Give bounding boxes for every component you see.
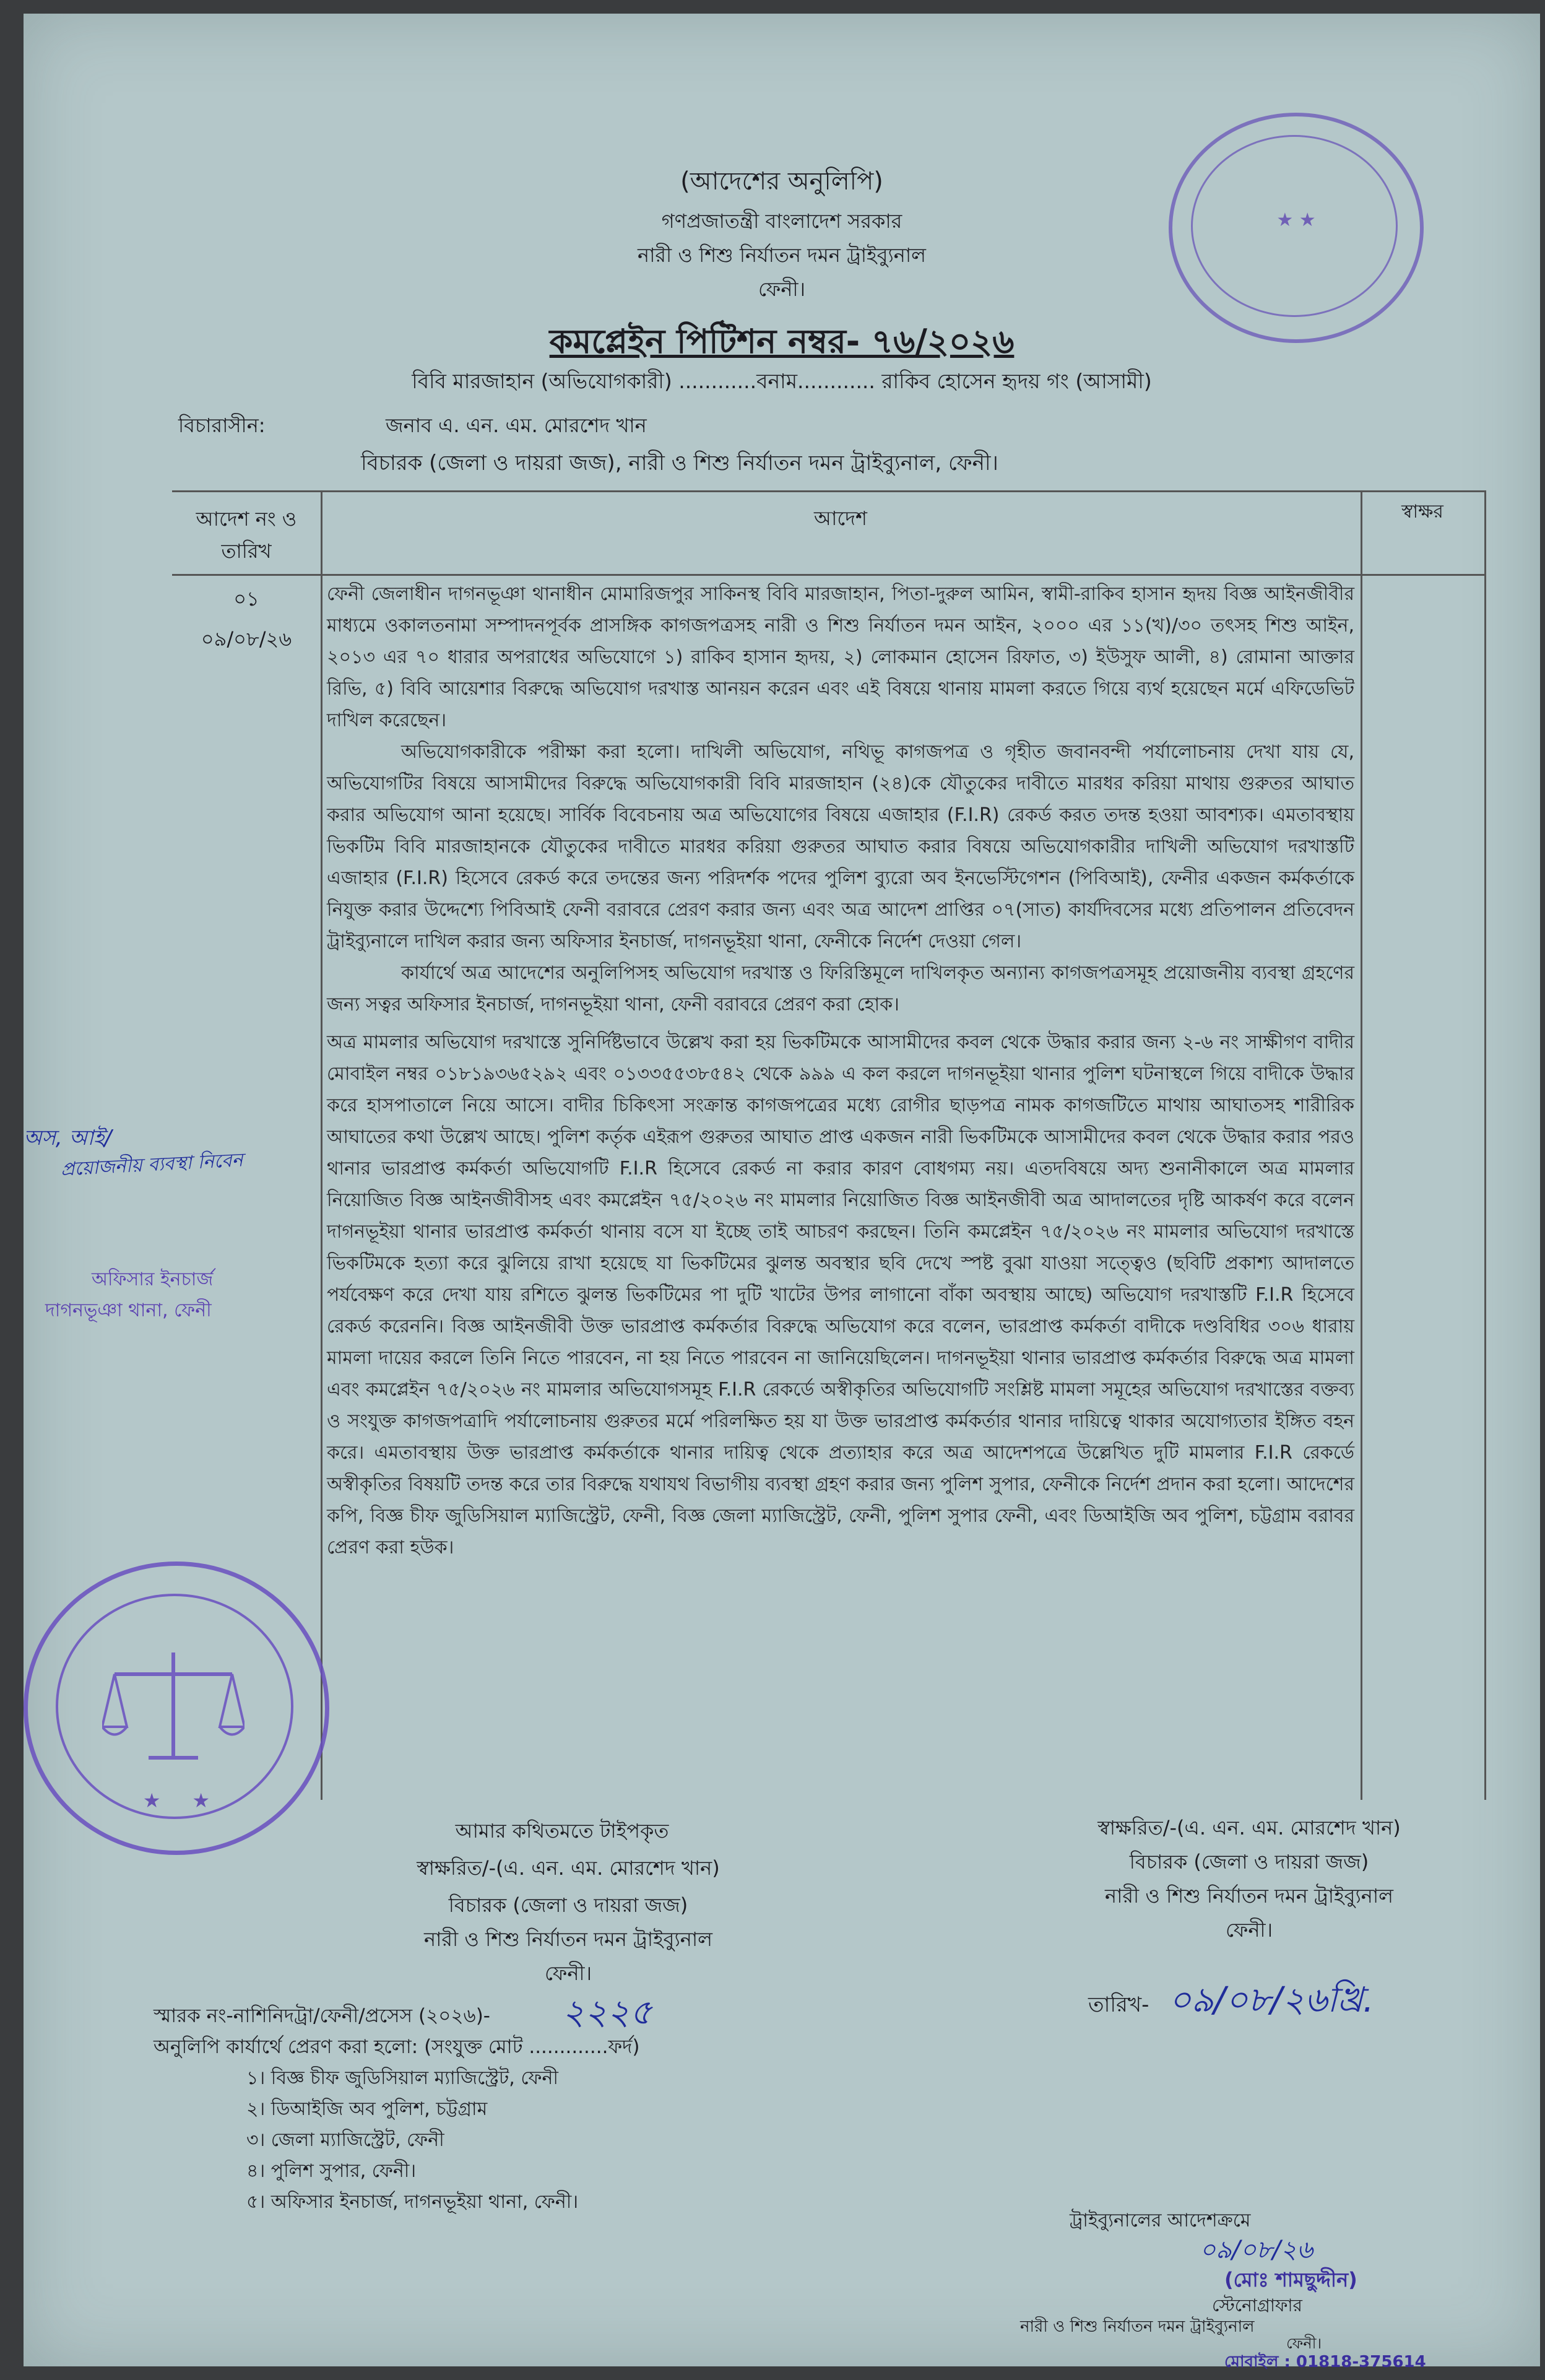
parties-line: বিবি মারজাহান (অভিযোগকারী) ............বনাম............ রাকিব হোসেন হৃদয় গং (আসামী) — [412, 369, 1152, 393]
judge-name: জনাব এ. এন. এম. মোরশেদ খান — [386, 414, 647, 437]
order-number: ০১ — [233, 587, 259, 610]
recipient-list — [246, 2063, 578, 2218]
judge-label: বিচারাসীন: — [178, 414, 266, 437]
tribunal-name: নারী ও শিশু নির্যাতন দমন ট্রাইব্যুনাল — [638, 243, 926, 267]
tribunal-seal: ★ ★ — [24, 1561, 329, 1855]
left-tribunal: নারী ও শিশু নির্যাতন দমন ট্রাইব্যুনাল — [424, 1927, 712, 1951]
column-header-signature: স্বাক্ষর — [1401, 501, 1443, 523]
order-paragraph: কার্যার্থে অত্র আদেশের অনুলিপিসহ অভিযোগ দরখাস্ত ও ফিরিস্তিমূলে দাখিলকৃত অন্যান্য কাগজপত্রসমূহ প্রয়োজনীয় ব্যবস্থা গ্রহণের জন্য সত্বর অফিসার ইনচার্জ, দাগনভূইয়া থানা, ফেনী বরাবরে প্রেরণ করা হোক। — [327, 962, 1354, 1015]
recipient-item: ৩। জেলা ম্যাজিস্ট্রেট, ফেনী — [246, 2129, 444, 2151]
recipient-item: ১। বিজ্ঞ চীফ জুডিসিয়াল ম্যাজিস্ট্রেট, ফেনী — [246, 2067, 558, 2089]
order-text — [327, 578, 1354, 1563]
column-header-order-no: আদেশ নং ও তারিখ — [196, 507, 297, 563]
tribunal-place: ফেনী। — [758, 277, 806, 301]
recipient-item: ৫। অফিসার ইনচার্জ, দাগনভূইয়া থানা, ফেনী। — [246, 2191, 579, 2213]
judge-title: বিচারক (জেলা ও দায়রা জজ), নারী ও শিশু নির্যাতন দমন ট্রাইব্যুনাল, ফেনী। — [361, 451, 998, 476]
margin-note-oi: অস, আই/ — [24, 1126, 112, 1150]
margin-note-action: প্রয়োজনীয় ব্যবস্থা নিবেন — [60, 1149, 244, 1181]
government-name: গণপ্রজাতন্ত্রী বাংলাদেশ সরকার — [661, 209, 902, 233]
margin-stamp-thana: দাগনভূঞা থানা, ফেনী — [45, 1300, 212, 1321]
date-label: তারিখ- — [1088, 1992, 1149, 2017]
memo-number-handwritten: ২২২৫ — [562, 1992, 652, 2033]
margin-stamp-oc: অফিসার ইনচার্জ — [92, 1269, 214, 1290]
document-page — [24, 14, 1540, 2371]
order-paragraph: অভিযোগকারীকে পরীক্ষা করা হলো। দাখিলী অভিযোগ, নথিভূ কাগজপত্র ও গৃহীত জবানবন্দী পর্যালোচনায় দেখা যায় যে, অভিযোগটির বিষয়ে আসামীদের বিরুদ্ধে অভিযোগকারী বিবি মারজাহান (২৪)কে যৌতুকের দাবীতে মারধর করিয়া মাথায় গুরুতর আঘাত করার অভিযোগ আনা হয়েছে। সার্বিক বিবেচনায় অত্র অভিযোগের বিষয়ে এজাহার (F.I.R) রেকর্ড করত তদন্ত হওয়া আবশ্যক। এমতাবস্থায় ভিকটিম বিবি মারজাহানকে যৌতুকের দাবীতে মারধর করিয়া গুরুতর আঘাত করার বিষয়ে অভিযোগকারীর দাখিলী অভিযোগ দরখাস্তটি এজাহার (F.I.R) হিসেবে রেকর্ড করে তদন্তের জন্য পরিদর্শক পদের পুলিশ ব্যুরো অব ইনভেস্টিগেশন (পিবিআই), ফেনীর একজন কর্মকর্তাকে নিযুক্ত করার উদ্দেশ্যে পিবিআই ফেনী বরাবরে প্রেরণ করার জন্য এবং অত্র আদেশ প্রাপ্তির ০৭(সাত) কার্যদিবসের মধ্যে প্রতিপালন প্রতিবেদন ট্রাইব্যুনালে দাখিল করার জন্য অফিসার ইনচার্জ, দাগনভূইয়া থানা, ফেনীকে নির্দেশ দেওয়া গেল। — [327, 741, 1354, 952]
typed-by-note: আমার কথিতমতে টাইপকৃত — [455, 1819, 669, 1843]
order-paragraph: অত্র মামলার অভিযোগ দরখাস্তে সুনির্দিষ্টভাবে উল্লেখ করা হয় ভিকটিমকে আসামীদের কবল থেকে উদ্ধার করার জন্য ২-৬ নং সাক্ষীগণ বাদীর মোবাইল নম্বর ০১৮১৯৩৬৫২৯২ এবং ০১৩৩৫৫৩৮৫৪২ থেকে ৯৯৯ এ কল করলে দাগনভূইয়া থানার পুলিশ ঘটনাস্থলে গিয়ে বাদীকে উদ্ধার করে হাসপাতালে নিয়ে আসে। বাদীর চিকিৎসা সংক্রান্ত কাগজপত্রের মধ্যে রোগীর ছাড়পত্র নামক কাগজটিতে মাথায় আঘাতসহ শারীরিক আঘাতের কথা উল্লেখ আছে। পুলিশ কর্তৃক এইরূপ গুরুতর আঘাত প্রাপ্ত একজন নারী ভিকটিমকে আসামীদের কবল থেকে উদ্ধার করার পরও থানার ভারপ্রাপ্ত কর্মকর্তা অভিযোগটি F.I.R হিসেবে রেকর্ড না করার কারণ বোধগম্য নয়। এতদবিষয়ে অদ্য শুনানীকালে অত্র মামলার নিয়োজিত বিজ্ঞ আইনজীবীসহ এবং কমপ্লেইন ৭৫/২০২৬ নং মামলার নিয়োজিত বিজ্ঞ আইনজীবী অত্র আদালতের দৃষ্টি আকর্ষণ করে বলেন দাগনভূইয়া থানার ভারপ্রাপ্ত কর্মকর্তা থানায় বসে যা ইচ্ছে তাই আচরণ করছেন। তিনি কমপ্লেইন ৭৫/২০২৬ নং মামলার অভিযোগ দরখাস্তে ভিকটিমকে হত্যা করে ঝুলিয়ে রাখা হয়েছে যা ভিকটিমের ঝুলন্ত অবস্থার ছবি দেখে স্পষ্ট বুঝা যাওয়া সত্ত্বেও (ছবিটি প্রকাশ্য আদালতে পর্যবেক্ষণ করে দেখা যায় রশিতে ঝুলন্ত ভিকটিমের পা দুটি খাটের উপর লাগানো বাঁকা অবস্থায় আছে) অভিযোগ দরখাস্তটি F.I.R হিসেবে রেকর্ড করেননি। বিজ্ঞ আইনজীবী উক্ত ভারপ্রাপ্ত কর্মকর্তার বিরুদ্ধে অভিযোগ করে বলেন, ভারপ্রাপ্ত কর্মকর্তা বাদীকে দণ্ডবিধির ৩০৬ ধারায় মামলা দায়ের করলে তিনি নিতে পারবেন, না হয় নিতে পারবেন না জানিয়েছিলেন। দাগনভূইয়া থানার ভারপ্রাপ্ত কর্মকর্তার বিরুদ্ধে অত্র মামলা এবং কমপ্লেইন ৭৫/২০২৬ নং মামলার অভিযোগসমূহ F.I.R রেকর্ডে অস্বীকৃতির অভিযোগটি সংশ্লিষ্ট মামলা সমূহের অভিযোগ দরখাস্তের বক্তব্য ও সংযুক্ত কাগজপত্রাদি পর্যালোচনায় গুরুতর মর্মে পরিলক্ষিত হয় যা উক্ত ভারপ্রাপ্ত কর্মকর্তার থানার দায়িত্বে থাকার অযোগ্যতার ইঙ্গিত বহন করে। এমতাবস্থায় উক্ত ভারপ্রাপ্ত কর্মকর্তাকে থানার দায়িত্ব থেকে প্রত্যাহার করে অত্র আদেশপত্রে উল্লেখিত দুটি মামলার F.I.R রেকর্ডে অস্বীকৃতির বিষয়টি তদন্ত করে তার বিরুদ্ধে যথাযথ বিভাগীয় ব্যবস্থা গ্রহণ করার জন্য পুলিশ সুপার, ফেনীকে নির্দেশ প্রদান করা হলো। আদেশের কপি, বিজ্ঞ চীফ জুডিসিয়াল ম্যাজিস্ট্রেট, ফেনী, বিজ্ঞ জেলা ম্যাজিস্ট্রেট, ফেনী, পুলিশ সুপার ফেনী, এবং ডিআইজি অব পুলিশ, চট্টগ্রাম বরাবর প্রেরণ করা হউক। — [327, 1031, 1354, 1558]
stenographer-tribunal: নারী ও শিশু নির্যাতন দমন ট্রাইব্যুনাল — [1020, 2317, 1255, 2336]
tribunal-round-stamp: ★ ★ — [1169, 113, 1424, 343]
copy-title: (আদেশের অনুলিপি) — [680, 167, 883, 196]
column-header-order: আদেশ — [814, 506, 867, 530]
memo-number: স্মারক নং-নাশিনিদট্রা/ফেনী/প্রসেস (২০২৬)- — [154, 2005, 490, 2027]
recipient-item: ৪। পুলিশ সুপার, ফেনী। — [246, 2160, 417, 2182]
order-paragraph: ফেনী জেলাধীন দাগনভূঞা থানাধীন মোমারিজপুর সাকিনস্থ বিবি মারজাহান, পিতা-দুরুল আমিন, স্বামী-রাকিব হাসান হৃদয় বিজ্ঞ আইনজীবীর মাধ্যমে ওকালতনামা সম্পাদনপূর্বক প্রাসঙ্গিক কাগজপত্রসহ নারী ও শিশু নির্যাতন দমন আইন, ২০০০ এর ১১(খ)/৩০ তৎসহ শিশু আইন, ২০১৩ এর ৭০ ধারার অপরাধের অভিযোগে ১) রাকিব হাসান হৃদয়, ২) লোকমান হোসেন রিফাত, ৩) ইউসুফ আলী, ৪) রোমানা আক্তার রিভি, ৫) বিবি আয়েশার বিরুদ্ধে অভিযোগ দরখাস্ত আনয়ন করেন এবং এই বিষয়ে থানায় মামলা করতে গিয়ে ব্যর্থ হয়েছেন মর্মে এফিডেভিট দাখিল করেছেন। — [327, 583, 1354, 731]
date-handwritten: ০৯/০৮/২৬খ্রি. — [1169, 1980, 1374, 2020]
left-place: ফেনী। — [544, 1961, 592, 1985]
case-number: কমপ্লেইন পিটিশন নম্বর- ৭৬/২০২৬ — [549, 322, 1015, 361]
stenographer-title: স্টেনোগ্রাফার — [1212, 2295, 1302, 2316]
left-judge-title: বিচারক (জেলা ও দায়রা জজ) — [448, 1893, 688, 1917]
scales-of-justice-icon — [102, 1640, 245, 1776]
order-date: ০৯/০৮/২৬ — [201, 627, 292, 651]
copy-forward-line: অনুলিপি কার্যার্থে প্রেরণ করা হলো: (সংযুক্ত মোট .............ফর্দ) — [154, 2036, 640, 2058]
stenographer-sign-date: ০৯/০৮/২৬ — [1200, 2236, 1313, 2264]
stenographer-name: (মোঃ শামছুদ্দীন) — [1224, 2268, 1357, 2291]
stenographer-place: ফেনী। — [1286, 2335, 1322, 2352]
right-signature: স্বাক্ষরিত/-(এ. এন. এম. মোরশেদ খান) — [1097, 1816, 1401, 1839]
recipient-item: ২। ডিআইজি অব পুলিশ, চট্টগ্রাম — [246, 2098, 488, 2120]
right-tribunal: নারী ও শিশু নির্যাতন দমন ট্রাইব্যুনাল — [1105, 1884, 1393, 1908]
by-order-note: ট্রাইব্যুনালের আদেশক্রমে — [1070, 2210, 1251, 2231]
right-place: ফেনী। — [1225, 1918, 1273, 1942]
stenographer-mobile: মোবাইল : 01818-375614 — [1224, 2353, 1426, 2371]
right-judge-title: বিচারক (জেলা ও দায়রা জজ) — [1129, 1850, 1369, 1874]
left-signature: স্বাক্ষরিত/-(এ. এন. এম. মোরশেদ খান) — [417, 1856, 720, 1880]
